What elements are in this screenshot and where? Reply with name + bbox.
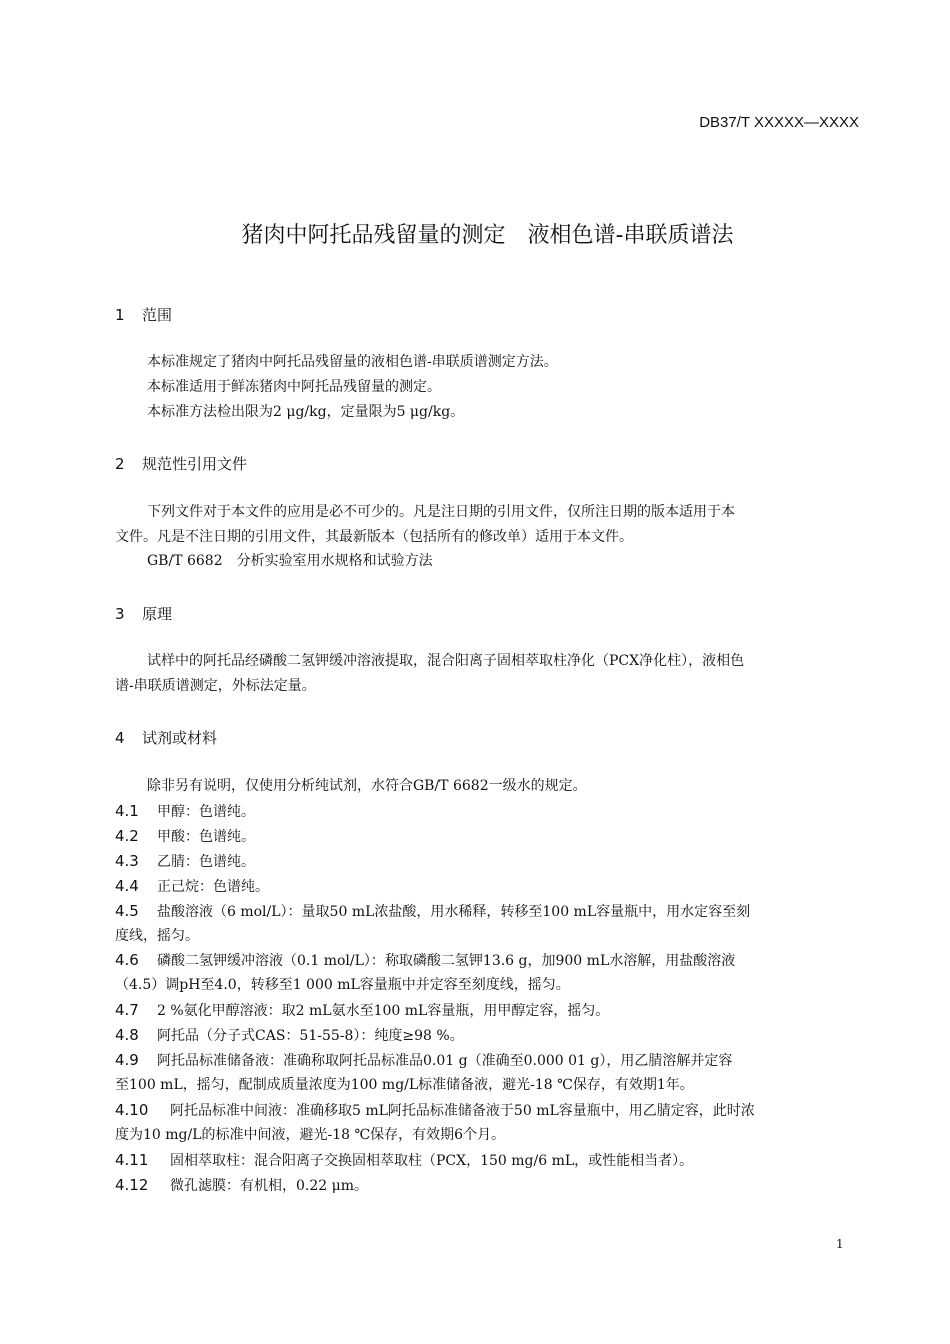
section-heading-references bbox=[115, 453, 247, 474]
list-item-continuation bbox=[115, 1075, 694, 1095]
section-title: 原理 bbox=[142, 605, 173, 623]
paragraph-line: 本标准规定了猪肉中阿托品残留量的液相色谱-串联质谱测定方法。 bbox=[147, 354, 558, 370]
list-item-continuation bbox=[115, 975, 570, 995]
list-item bbox=[115, 1000, 609, 1021]
section-title: 范围 bbox=[142, 306, 173, 324]
list-item bbox=[115, 826, 255, 847]
list-item-continuation bbox=[115, 926, 199, 946]
item-text: 度为10 mg/L的标准中间液，避光-18 ℃保存，有效期6个月。 bbox=[115, 1126, 506, 1143]
item-text: 至100 mL，摇匀，配制成质量浓度为100 mg/L标准储备液，避光-18 ℃保存，有效期1年。 bbox=[115, 1076, 694, 1093]
item-text: 固相萃取柱：混合阳离子交换固相萃取柱（PCX，150 mg/6 mL，或性能相当者）。 bbox=[170, 1152, 694, 1169]
item-text: 阿托品（分子式CAS：51-55-8）：纯度≥98 %。 bbox=[157, 1028, 464, 1045]
list-item-continuation bbox=[115, 1125, 505, 1145]
paragraph-line: 下列文件对于本文件的应用是必不可少的。凡是注日期的引用文件，仅所注日期的版本适用于本 bbox=[147, 504, 735, 520]
list-item bbox=[115, 851, 255, 872]
item-number: 4.4 bbox=[115, 876, 139, 895]
paragraph-line: 谱-串联质谱测定，外标法定量。 bbox=[115, 678, 316, 694]
list-item bbox=[115, 950, 735, 971]
item-number: 4.10 bbox=[115, 1100, 149, 1119]
section-number: 2 bbox=[115, 455, 125, 473]
item-text: 正己烷：色谱纯。 bbox=[157, 878, 269, 895]
item-number: 4.7 bbox=[115, 1001, 139, 1020]
item-text: 磷酸二氢钾缓冲溶液（0.1 mol/L）：称取磷酸二氢钾13.6 g，加900 mL水溶解，用盐酸溶液 bbox=[157, 953, 736, 970]
item-text: 甲醇：色谱纯。 bbox=[157, 804, 255, 820]
item-text: （4.5）调pH至4.0，转移至1 000 mL容量瓶中并定容至刻度线，摇匀。 bbox=[115, 977, 570, 994]
list-item bbox=[115, 1100, 755, 1121]
item-number: 4.3 bbox=[115, 851, 139, 870]
list-item bbox=[115, 1175, 368, 1196]
item-number: 4.6 bbox=[115, 951, 139, 970]
section-heading-reagents bbox=[115, 727, 217, 748]
document-number: DB37/T XXXXX—XXXX bbox=[699, 114, 859, 131]
list-item bbox=[115, 801, 255, 822]
item-text: 甲酸：色谱纯。 bbox=[157, 828, 255, 845]
paragraph-line: 本标准方法检出限为2 μg/kg，定量限为5 μg/kg。 bbox=[147, 404, 465, 420]
paragraph-line: 试样中的阿托品经磷酸二氢钾缓冲溶液提取，混合阳离子固相萃取柱净化（PCX净化柱），液相色 bbox=[147, 653, 745, 669]
section-heading-principle bbox=[115, 603, 172, 624]
item-number: 4.12 bbox=[115, 1175, 149, 1194]
item-number: 4.1 bbox=[115, 802, 139, 820]
item-number: 4.9 bbox=[115, 1051, 139, 1069]
list-item bbox=[115, 876, 269, 897]
item-number: 4.8 bbox=[115, 1026, 139, 1045]
item-number: 4.11 bbox=[115, 1150, 149, 1169]
paragraph-line: 文件。凡是不注日期的引用文件，其最新版本（包括所有的修改单）适用于本文件。 bbox=[115, 529, 633, 545]
page-number: 1 bbox=[836, 1237, 844, 1251]
document-title: 猪肉中阿托品残留量的测定 液相色谱-串联质谱法 bbox=[241, 223, 734, 248]
section-number: 4 bbox=[115, 729, 125, 747]
reference-item: GB/T 6682 分析实验室用水规格和试验方法 bbox=[147, 553, 433, 569]
list-item bbox=[115, 901, 750, 922]
item-text: 2 %氨化甲醇溶液：取2 mL氨水至100 mL容量瓶，用甲醇定容，摇匀。 bbox=[157, 1003, 610, 1020]
section-number: 1 bbox=[115, 306, 125, 324]
section-title: 试剂或材料 bbox=[142, 729, 218, 747]
list-item bbox=[115, 1025, 464, 1046]
section-heading-scope bbox=[115, 304, 172, 325]
item-text: 乙腈：色谱纯。 bbox=[157, 853, 255, 870]
item-text: 阿托品标准储备液：准确称取阿托品标准品0.01 g（准确至0.000 01 g），用乙腈溶解并定容 bbox=[157, 1053, 733, 1069]
list-item bbox=[115, 1150, 693, 1171]
paragraph-line: 除非另有说明，仅使用分析纯试剂，水符合GB/T 6682一级水的规定。 bbox=[147, 778, 587, 794]
paragraph-line: 本标准适用于鲜冻猪肉中阿托品残留量的测定。 bbox=[147, 379, 441, 395]
section-number: 3 bbox=[115, 605, 125, 623]
item-number: 4.2 bbox=[115, 826, 139, 845]
item-text: 度线，摇匀。 bbox=[115, 927, 199, 944]
item-text: 阿托品标准中间液：准确移取5 mL阿托品标准储备液于50 mL容量瓶中，用乙腈定容，此时浓 bbox=[170, 1102, 755, 1119]
section-title: 规范性引用文件 bbox=[142, 455, 248, 473]
list-item bbox=[115, 1050, 732, 1071]
item-text: 盐酸溶液（6 mol/L）：量取50 mL浓盐酸，用水稀释，转移至100 mL容量瓶中，用水定容至刻 bbox=[157, 903, 751, 920]
item-text: 微孔滤膜：有机相，0.22 μm。 bbox=[170, 1177, 368, 1194]
item-number: 4.5 bbox=[115, 901, 139, 920]
